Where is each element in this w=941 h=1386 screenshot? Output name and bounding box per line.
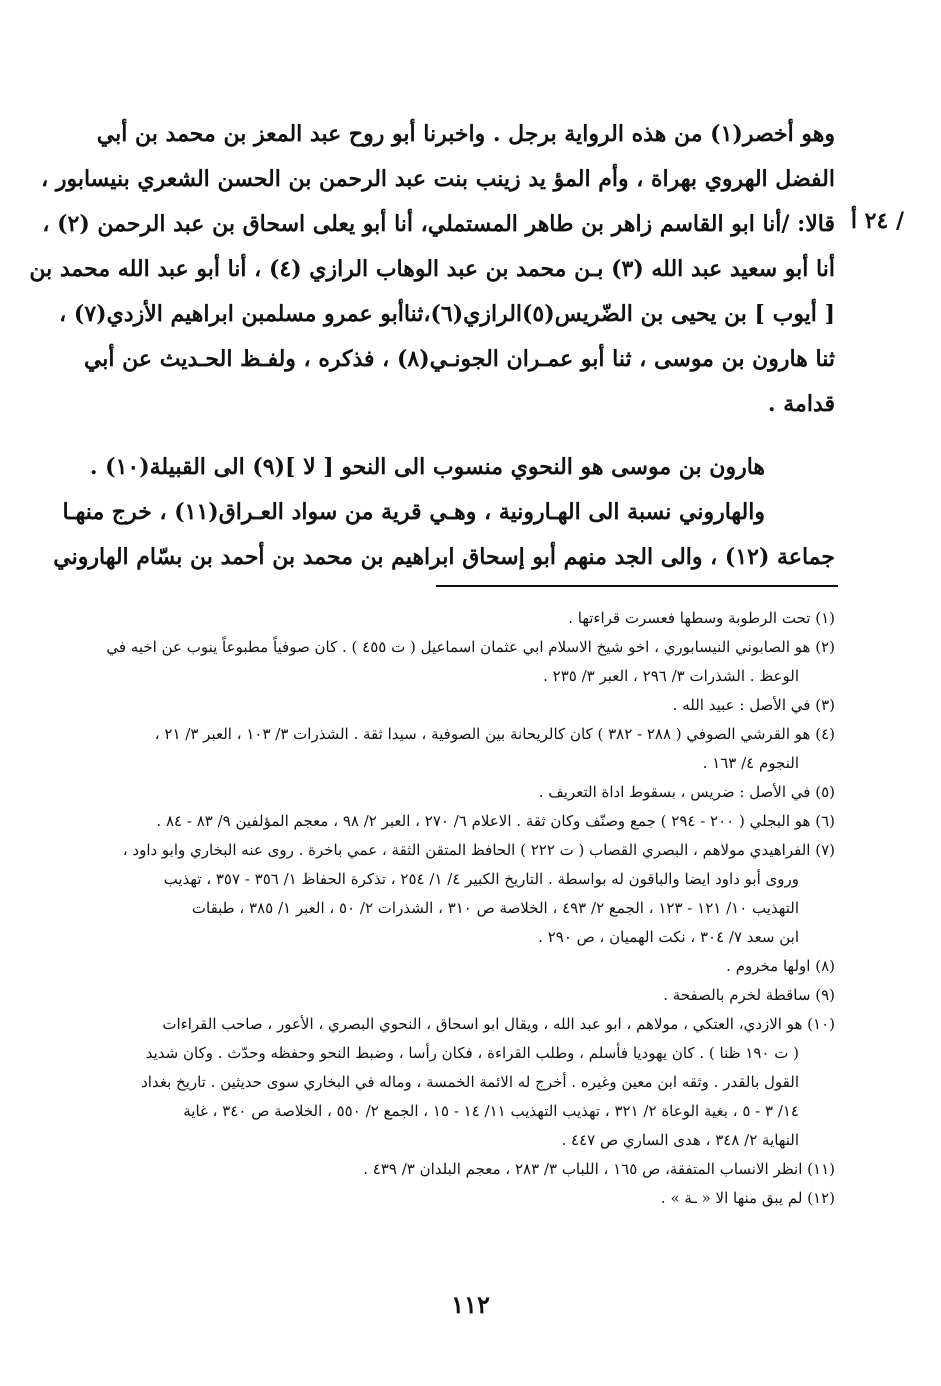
main-text-line: والهاروني نسبة الى الهـارونية ، وهـي قرية من سواد العـراق(١١) ، خرج منهـا <box>62 499 765 525</box>
main-text-line: قالا: /أنا ابو القاسم زاهر بن طاهر المستملي، أنا أبو يعلى اسحاق بن عبد الرحمن (٢) ، <box>42 211 835 237</box>
footnote-line: (٣) في الأصل : عبيد الله . <box>672 696 835 714</box>
footnote-line: (٧) الفراهيدي مولاهم ، البصري القصاب ( ت ٢٢٢ ) الحافظ المتقن الثقة ، عمي باخرة . روى عنه البخاري وابو داود ، <box>122 841 835 859</box>
main-text-line: الفضل الهروي بهراة ، وأم المؤ يد زينب بنت عبد الرحمن بن الحسن الشعري بنيسابور ، <box>41 166 835 192</box>
footnote-line: (٢) هو الصابوني النيسابوري ، اخو شيخ الاسلام ابي عثمان اسماعيل ( ت ٤٥٥ ) . كان صوفياً مطبوعاً ينوب عن اخيه في <box>106 638 835 656</box>
footnote-line: (٤) هو القرشي الصوفي ( ٢٨٨ - ٣٨٢ ) كان كالريحانة بين الصوفية ، سيدا ثقة . الشذرات ٣/ ١٠٣ ، العبر ٣/ ٢١ ، <box>154 725 835 743</box>
footnote-line: القول بالقدر . وثقه ابن معين وغيره . أخرج له الائمة الخمسة ، وماله في البخاري سوى حديثين . تاريخ بغداد <box>141 1073 799 1091</box>
main-text-line: قدامة . <box>767 391 835 417</box>
footnote-line: النهاية ٢/ ٣٤٨ ، هدى الساري ص ٤٤٧ . <box>561 1131 799 1149</box>
folio-margin-marker: / ٢٤ أ <box>850 208 904 234</box>
footnote-line: الوعظ . الشذرات ٣/ ٢٩٦ ، العبر ٣/ ٢٣٥ . <box>543 667 799 685</box>
footnote-line: النجوم ٤/ ١٦٣ . <box>702 754 799 772</box>
footnote-line: التهذيب ١٠/ ١٢١ - ١٢٣ ، الجمع ٢/ ٤٩٣ ، الخلاصة ص ٣١٠ ، الشذرات ٢/ ٥٠ ، العبر ١/ ٣٨٥ ، طبقات <box>191 899 799 917</box>
footnote-line: (٨) اولها مخروم . <box>726 957 835 975</box>
main-text-line: جماعة (١٢) ، والى الجد منهم أبو إسحاق ابراهيم بن محمد بن أحمد بن بسّام الهاروني <box>53 544 835 570</box>
footnote-line: (١١) انظر الانساب المتفقة، ص ١٦٥ ، اللباب ٣/ ٢٨٣ ، معجم البلدان ٣/ ٤٣٩ . <box>363 1160 835 1178</box>
footnote-line: (١) تحت الرطوبة وسطها فعسرت قراءتها . <box>568 609 835 627</box>
page-number: ١١٢ <box>451 1290 490 1319</box>
footnotes-block <box>75 604 835 1213</box>
footnote-line: وروى أبو داود ايضا والباقون له بواسطة . التاريخ الكبير ٤/ ١/ ٢٥٤ ، تذكرة الحفاظ ١/ ٣٥٦ - ٣٥٧ ، تهذيب <box>163 870 799 888</box>
footnote-line: (٥) في الأصل : ضريس ، بسقوط اداة التعريف . <box>538 783 835 801</box>
main-text-line: وهو أخصر(١) من هذه الرواية برجل . واخبرنا أبو روح عبد المعز بن محمد بن أبي <box>96 121 835 147</box>
footnote-line: (١٢) لم يبق منها الا « ـة » . <box>660 1189 835 1207</box>
footnote-line: ( ت ١٩٠ ظنا ) . كان يهوديا فأسلم ، وطلب القراءة ، فكان رأسا ، وضبط النحو وحفظه وحدّث . وكان شديد <box>145 1044 799 1062</box>
footnote-line: (٩) ساقطة لخرم بالصفحة . <box>663 986 835 1004</box>
main-text-line: هارون بن موسى هو النحوي منسوب الى النحو [ لا ](٩) الى القبيلة(١٠) . <box>89 454 765 480</box>
main-text-block <box>29 112 835 580</box>
main-text-line: ثنا هارون بن موسى ، ثنا أبو عمـران الجونـي(٨) ، فذكره ، ولفـظ الحـديث عن أبي <box>83 346 835 372</box>
footnote-line: (١٠) هو الازدي، العتكي ، مولاهم ، ابو عبد الله ، ويقال ابو اسحاق ، النحوي البصري ، الأعور ، صاحب القراءات <box>162 1015 835 1033</box>
footnote-line: (٦) هو البجلي ( ٢٠٠ - ٢٩٤ ) جمع وصنّف وكان ثقة . الاعلام ٦/ ٢٧٠ ، العبر ٢/ ٩٨ ، معجم المؤلفين ٩/ ٨٣ - ٨٤ . <box>156 812 835 830</box>
main-text-line: أنا أبو سعيد عبد الله (٣) بـن محمد بن عبد الوهاب الرازي (٤) ، أنا أبو عبد الله محمد بن <box>29 256 835 282</box>
main-text-line: [ أيوب ] بن يحيى بن الضّريس(٥)الرازي(٦)،ثناأبو عمرو مسلمبن ابراهيم الأزدي(٧) ، <box>59 301 835 327</box>
footnote-separator <box>436 585 838 587</box>
paragraph-gap <box>78 427 835 445</box>
footnote-line: ابن سعد ٧/ ٣٠٤ ، نكت الهميان ، ص ٢٩٠ . <box>538 928 799 946</box>
footnote-line: ١٤/ ٣ - ٥ ، بغية الوعاة ٢/ ٣٢١ ، تهذيب التهذيب ١١/ ١٤ - ١٥ ، الجمع ٢/ ٥٥٠ ، الخلاصة ص ٣٤٠ ، غاية <box>183 1102 799 1120</box>
